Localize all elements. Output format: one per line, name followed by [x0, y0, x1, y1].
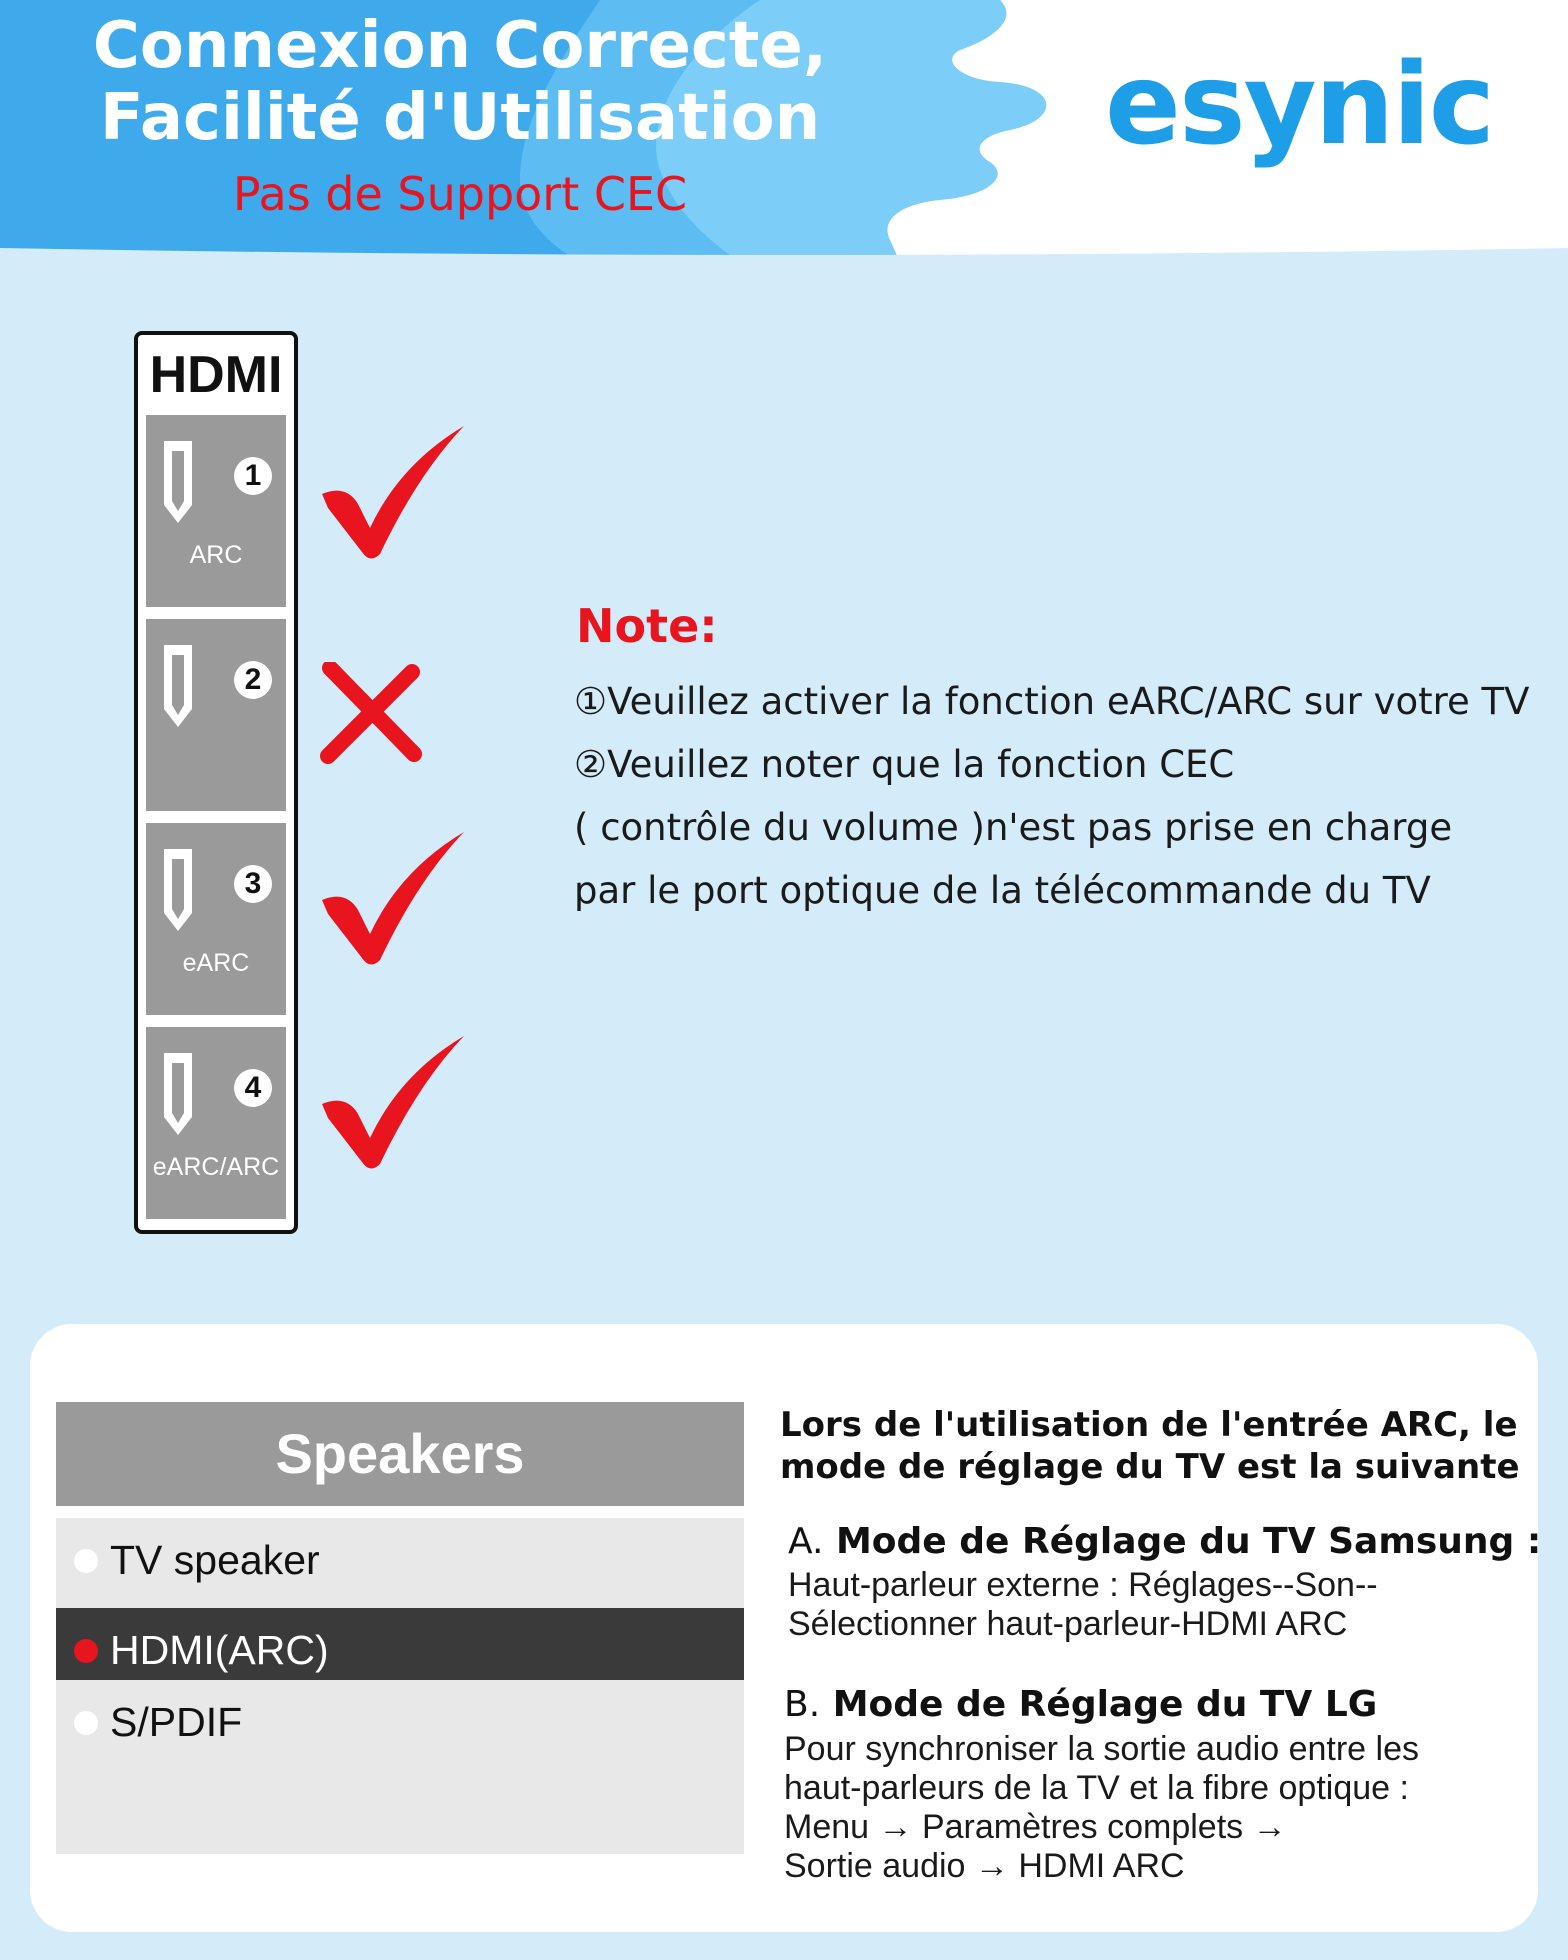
lg-mode-letter: B.: [784, 1684, 821, 1725]
samsung-mode-letter: A.: [788, 1521, 824, 1562]
hdmi-panel: [134, 331, 298, 1234]
banner-title-line2: Facilité d'Utilisation: [99, 81, 821, 155]
lg-mode-title-text: Mode de Réglage du TV LG: [832, 1684, 1378, 1725]
menu-divider: [56, 1506, 744, 1518]
port-label: eARC/ARC: [152, 1153, 280, 1181]
hdmi-title: HDMI: [149, 346, 283, 404]
hdmi-port-1: [146, 415, 286, 607]
port-number: 3: [234, 865, 272, 903]
samsung-mode-line-2: Sélectionner haut-parleur-HDMI ARC: [788, 1605, 1348, 1643]
port-number: 2: [234, 661, 272, 699]
lg-mode-title: [784, 1683, 1377, 1727]
port-number: 4: [234, 1069, 272, 1107]
banner-subtitle: Pas de Support CEC: [232, 167, 688, 221]
speaker-option-spdif[interactable]: [56, 1680, 744, 1764]
samsung-mode-title: [788, 1520, 1541, 1564]
arc-heading-line1: Lors de l'utilisation de l'entrée ARC, le: [780, 1405, 1518, 1445]
arc-heading-line2: mode de réglage du TV est la suivante: [780, 1447, 1520, 1487]
samsung-mode-title-text: Mode de Réglage du TV Samsung :: [835, 1521, 1542, 1562]
note-line-2: ②Veuillez noter que la fonction CEC: [574, 743, 1235, 786]
checkmark-icon: [318, 1034, 468, 1174]
lg-mode-line-4: Sortie audio → HDMI ARC: [784, 1847, 1185, 1885]
radio-dot-selected-icon: [74, 1639, 98, 1663]
speaker-option-label: HDMI(ARC): [110, 1627, 329, 1673]
port-label: eARC: [182, 949, 250, 977]
brand-logo: [1105, 38, 1505, 188]
note-line-4: par le port optique de la télécommande du TV: [574, 869, 1431, 912]
hdmi-port-icon: [162, 643, 194, 729]
note-line-3: ( contrôle du volume )n'est pas prise en charge: [574, 806, 1453, 849]
hdmi-port-3: [146, 823, 286, 1015]
hdmi-port-4: [146, 1027, 286, 1219]
hdmi-port-icon: [162, 1051, 194, 1137]
lg-mode-line-1: Pour synchroniser la sortie audio entre les: [784, 1730, 1419, 1768]
radio-dot-icon: [74, 1549, 98, 1573]
port-number: 1: [234, 457, 272, 495]
port-label: ARC: [189, 541, 243, 569]
radio-dot-icon: [74, 1711, 98, 1735]
hdmi-port-icon: [162, 439, 194, 525]
speaker-option-tv-speaker[interactable]: [56, 1518, 744, 1602]
checkmark-icon: [318, 424, 468, 564]
note-title: Note:: [576, 599, 718, 653]
cross-icon: [320, 662, 422, 764]
checkmark-icon: [318, 830, 468, 970]
note-line-1: ①Veuillez activer la fonction eARC/ARC sur votre TV: [574, 680, 1530, 723]
brand-logo-text: esynic: [1105, 40, 1494, 170]
hdmi-port-2: [146, 619, 286, 811]
speaker-option-label: S/PDIF: [110, 1699, 243, 1745]
hdmi-port-icon: [162, 847, 194, 933]
samsung-mode-line-1: Haut-parleur externe : Réglages--Son--: [788, 1566, 1378, 1604]
arc-heading: [780, 1404, 1520, 1488]
banner-title-line1: Connexion Correcte,: [92, 9, 828, 83]
speaker-option-label: TV speaker: [110, 1537, 320, 1583]
lg-mode-line-3: Menu → Paramètres complets →: [784, 1808, 1287, 1846]
speakers-menu: [56, 1402, 744, 1854]
lg-mode-line-2: haut-parleurs de la TV et la fibre optique :: [784, 1769, 1409, 1807]
speakers-menu-header: Speakers: [56, 1402, 744, 1506]
